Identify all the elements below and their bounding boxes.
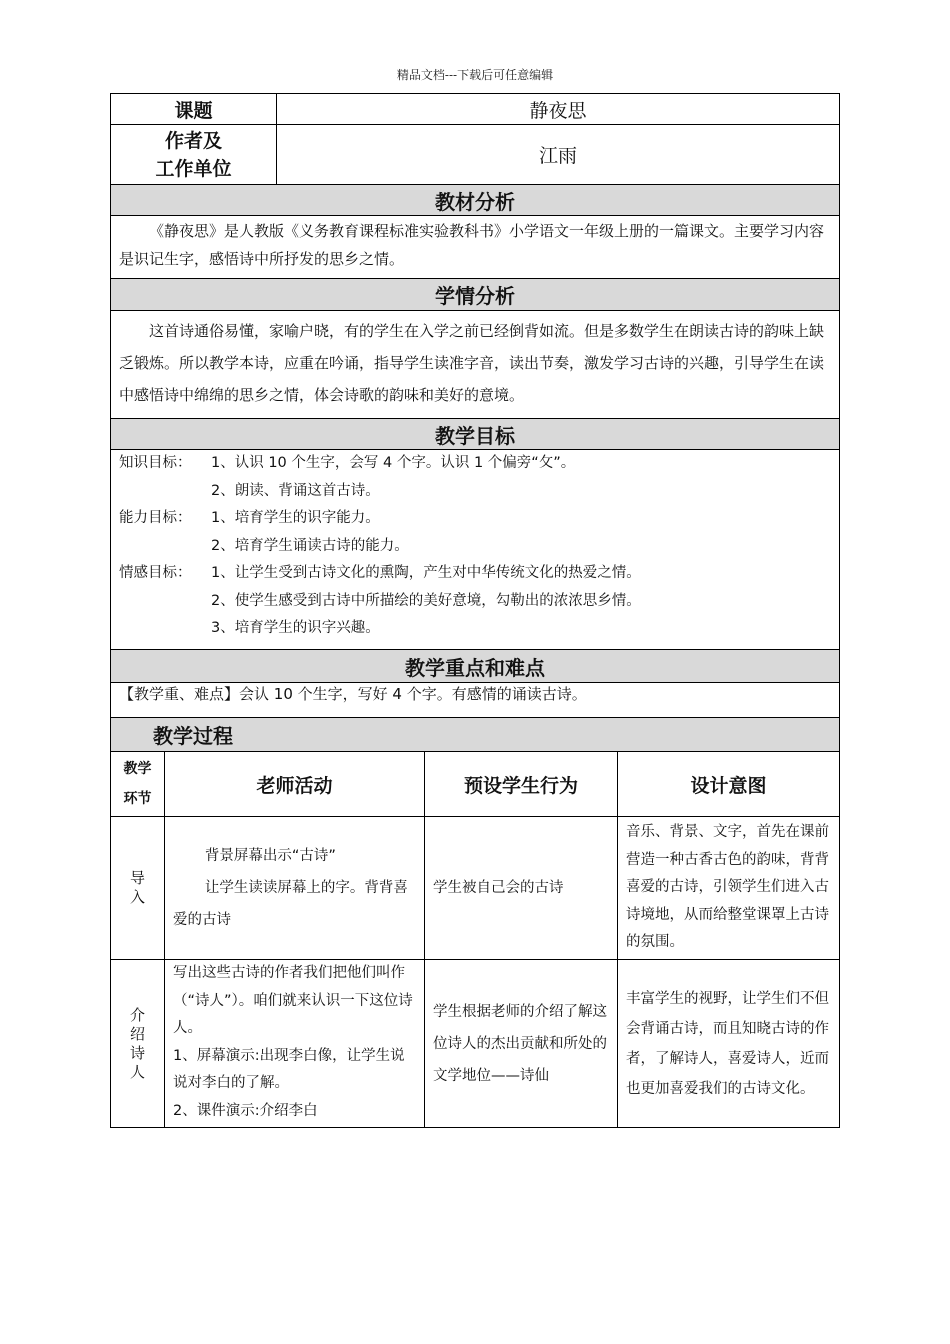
teacher-line: 让学生读读屏幕上的字。背背喜爱的古诗	[173, 880, 408, 928]
goal-label: 情感目标：	[119, 565, 192, 581]
author-label	[111, 125, 277, 184]
author-label-line1: 作者及	[164, 129, 222, 152]
student-analysis-text	[111, 311, 839, 418]
goal-line	[111, 478, 839, 506]
teacher-header: 老师活动	[165, 752, 425, 816]
author-label-line2: 工作单位	[155, 157, 232, 180]
goal-line	[111, 615, 839, 643]
goal-text: 1、认识 10 个生字，会写 4 个字。认识 1 个偏旁“攵”。	[211, 455, 576, 471]
stage-intro: 导入	[111, 817, 165, 959]
goal-label: 能力目标：	[119, 510, 192, 526]
goal-text: 3、培育学生的识字兴趣。	[211, 620, 380, 636]
goal-label: 知识目标：	[119, 455, 192, 471]
goal-text: 2、使学生感受到古诗中所描绘的美好意境，勾勒出的浓浓思乡情。	[211, 592, 641, 609]
material-analysis-body	[111, 216, 839, 279]
course-row	[111, 94, 839, 125]
goal-line	[111, 533, 839, 561]
intent-intro	[618, 817, 839, 959]
goal-label	[119, 478, 211, 506]
process-row-poet	[111, 960, 839, 1127]
stage-header	[111, 752, 165, 816]
teaching-goals-body	[111, 450, 839, 650]
course-value: 静夜思	[529, 99, 587, 122]
goal-text: 1、培育学生的识字能力。	[211, 510, 380, 526]
student-behavior-text: 学生被自己会的古诗	[433, 880, 564, 896]
lesson-plan-table	[110, 93, 840, 1128]
stage-header-line1: 教学	[123, 761, 152, 777]
student-behavior-intro	[425, 817, 618, 959]
goal-label	[119, 588, 211, 616]
intent-text: 音乐、背景、文字，首先在课前营造一种古香古色的韵味，背背喜爱的古诗，引领学生们进入古诗境地，从而给整堂课罩上古诗的氛围。	[626, 824, 829, 951]
teacher-line: 背景屏幕出示“古诗”	[204, 848, 336, 864]
student-behavior-text: 学生根据老师的介绍了解这位诗人的杰出贡献和所处的文学地位——诗仙	[433, 1003, 607, 1084]
goal-text: 1、让学生受到古诗文化的熏陶，产生对中华传统文化的热爱之情。	[211, 565, 641, 581]
goal-label	[119, 615, 211, 643]
student-header: 预设学生行为	[425, 752, 618, 816]
teacher-line: 1、屏幕演示:出现李白像，让学生说说对李白的了解。	[173, 1047, 405, 1091]
teacher-line: 2、课件演示:介绍李白	[173, 1102, 318, 1119]
material-analysis-title: 教材分析	[111, 185, 839, 215]
student-analysis-body	[111, 311, 839, 419]
goal-line	[111, 505, 839, 533]
student-analysis-header	[111, 279, 839, 311]
goal-text: 2、培育学生诵读古诗的能力。	[211, 537, 409, 554]
teacher-activity-poet	[165, 960, 425, 1127]
material-analysis-header	[111, 185, 839, 216]
goal-text: 2、朗读、背诵这首古诗。	[211, 482, 380, 499]
teacher-line: 写出这些古诗的作者我们把他们叫作（“诗人”）。咱们就来认识一下这位诗人。	[173, 965, 413, 1036]
key-points-body	[111, 683, 839, 718]
author-row	[111, 125, 839, 185]
goal-line	[111, 560, 839, 588]
student-behavior-poet	[425, 960, 618, 1127]
process-title: 教学过程	[111, 718, 839, 751]
key-points-title: 教学重点和难点	[111, 650, 839, 682]
key-points-text: 【教学重、难点】会认 10 个生字，写好 4 个字。有感情的诵读古诗。	[119, 685, 587, 703]
intent-header: 设计意图	[690, 774, 767, 797]
stage-poet: 介绍诗人	[111, 960, 165, 1127]
teaching-goals-title: 教学目标	[111, 419, 839, 449]
process-row-intro	[111, 817, 839, 960]
goal-label	[119, 533, 211, 561]
teacher-activity-text	[165, 840, 424, 936]
key-points-header	[111, 650, 839, 683]
student-analysis-title: 学情分析	[111, 279, 839, 310]
process-table-head	[111, 752, 839, 817]
intent-poet	[618, 960, 839, 1127]
stage-header-line2: 环节	[123, 791, 152, 807]
goal-line	[111, 588, 839, 616]
intent-text: 丰富学生的视野，让学生们不但会背诵古诗，而且知晓古诗的作者，了解诗人，喜爱诗人，近而也更加喜爱我们的古诗文化。	[626, 990, 829, 1097]
goal-line	[111, 450, 839, 478]
material-analysis-paragraph: 《静夜思》是人教版《义务教育课程标准实验教科书》小学语文一年级上册的一篇课文。主要学习内容是识记生字，感悟诗中所抒发的思乡之情。	[119, 222, 825, 268]
teacher-activity-text	[165, 960, 424, 1125]
course-label: 课题	[111, 94, 277, 124]
process-header	[111, 718, 839, 752]
student-analysis-paragraph: 这首诗通俗易懂，家喻户晓，有的学生在入学之前已经倒背如流。但是多数学生在朗读古诗的韵味上缺乏锻炼。所以教学本诗，应重在吟诵，指导学生读准字音，读出节奏，激发学习古诗的兴趣，引导学生在读中感悟诗中绵绵的思乡之情，体会诗歌的韵味和美好的意境。	[119, 322, 825, 404]
material-analysis-text	[111, 216, 839, 278]
teaching-goals-header	[111, 419, 839, 450]
author-value: 江雨	[538, 145, 577, 167]
teacher-activity-intro	[165, 817, 425, 959]
teaching-goals-list	[111, 450, 839, 649]
header-note: 精品文档---下载后可任意编辑	[396, 68, 554, 82]
